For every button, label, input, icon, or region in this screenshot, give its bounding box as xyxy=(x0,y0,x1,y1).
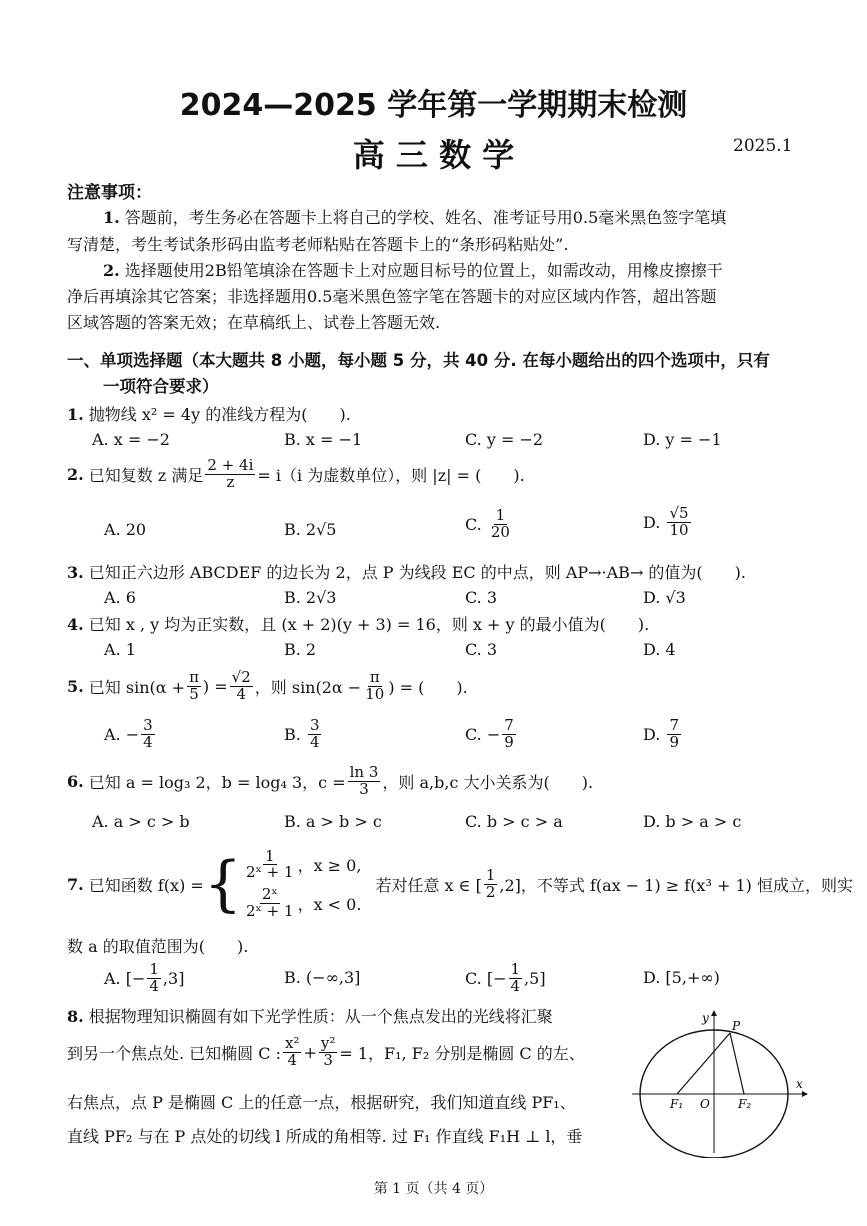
fraction-numerator: 7 xyxy=(669,716,679,734)
question-4 xyxy=(67,612,649,635)
q6-option-d[interactable]: D. b > a > c xyxy=(643,812,742,831)
fraction-denominator: 4 xyxy=(143,732,153,751)
q2-option-d[interactable] xyxy=(643,506,693,539)
note-1-number: 1. xyxy=(103,208,120,227)
fraction-numerator: 1 xyxy=(265,846,275,865)
question-2-fraction xyxy=(205,458,255,491)
question-3-stem: 已知正六边形 ABCDEF 的边长为 2，点 P 为线段 EC 的中点，则 AP→·AB→ 的值为( ). xyxy=(88,563,747,582)
fraction-numerator: 1 xyxy=(495,506,506,524)
fraction-numerator: √5 xyxy=(669,504,689,522)
option-label: A. [− xyxy=(104,968,146,988)
fraction-denominator: 4 xyxy=(510,976,521,995)
question-7-post-b: ,2]，不等式 f(ax − 1) ≥ f(x³ + 1) 恒成立，则实 xyxy=(499,875,853,895)
exam-title: 2024—2025 学年第一学期期末检测 xyxy=(179,88,688,123)
fraction-denominator: 2ˣ + 1 xyxy=(246,901,294,920)
label-y: y xyxy=(702,1011,709,1025)
note-2-line-1 xyxy=(103,258,723,281)
q4-option-a[interactable]: A. 1 xyxy=(104,640,136,659)
question-1-number: 1. xyxy=(67,405,84,424)
option-tail: ,5] xyxy=(524,968,546,988)
fraction-numerator: ln 3 xyxy=(349,763,379,781)
note-2-line-3: 区域答题的答案无效；在草稿纸上、试卷上答题无效. xyxy=(67,313,441,332)
question-3 xyxy=(67,560,746,583)
option-label: B. xyxy=(284,724,301,744)
question-8-line-4: 直线 PF₂ 与在 P 点处的切线 l 所成的角相等. 过 F₁ 作直线 F₁H ⊥ l，垂 xyxy=(67,1127,583,1146)
q3-option-a[interactable]: A. 6 xyxy=(104,588,136,607)
question-7 xyxy=(67,842,853,926)
piecewise-case-1 xyxy=(242,846,362,882)
q1-option-b[interactable]: B. x = −1 xyxy=(284,430,363,449)
case-condition: ，x < 0. xyxy=(297,894,362,914)
question-7-number: 7. xyxy=(67,874,84,894)
q5-option-d[interactable] xyxy=(643,718,683,751)
segment-pf1 xyxy=(677,1033,730,1094)
piecewise-brace: { xyxy=(203,849,242,919)
note-1-text: 答题前，考生务必在答题卡上将自己的学校、姓名、准考证号用0.5毫米黑色签字笔填 xyxy=(124,208,727,227)
q6-option-b[interactable]: B. a > b > c xyxy=(284,812,382,831)
q2-option-c[interactable] xyxy=(465,508,514,541)
question-6-pre: 已知 a = log₃ 2，b = log₄ 3，c = xyxy=(88,772,346,792)
fraction-denominator: 10 xyxy=(365,684,385,703)
fraction-numerator: 3 xyxy=(143,716,153,734)
fraction-denominator: 10 xyxy=(669,520,689,539)
question-5 xyxy=(67,670,468,703)
q7-option-b[interactable]: B. (−∞,3] xyxy=(284,968,361,987)
question-8-line-3: 右焦点，点 P 是椭圆 C 上的任意一点，根据研究，我们知道直线 PF₁、 xyxy=(67,1093,576,1112)
option-label: C. [− xyxy=(465,968,507,988)
exam-date: 2025.1 xyxy=(733,136,793,156)
question-5-mid1: ) = xyxy=(202,676,228,696)
q7-option-a[interactable] xyxy=(104,962,184,995)
segment-pf2 xyxy=(730,1033,744,1094)
fraction-numerator: 7 xyxy=(504,716,514,734)
question-2-stem-post: = i（i 为虚数单位），则 |z| = ( ). xyxy=(257,465,525,485)
note-2-text: 选择题使用2B铅笔填涂在答题卡上对应题目标号的位置上，如需改动，用橡皮擦擦干 xyxy=(124,261,723,280)
question-5-number: 5. xyxy=(67,676,84,696)
question-2-number: 2. xyxy=(67,464,84,484)
q6-option-a[interactable]: A. a > c > b xyxy=(92,812,190,831)
q2-option-a[interactable]: A. 20 xyxy=(104,520,147,539)
label-p: P xyxy=(732,1019,741,1033)
question-8-text: = 1，F₁, F₂ 分别是椭圆 C 的左、 xyxy=(339,1043,585,1063)
fraction-numerator: x² xyxy=(284,1034,300,1052)
note-1-line-2: 写清楚，考生考试条形码由监考老师粘贴在答题卡上的“条形码粘贴处”. xyxy=(67,235,569,254)
question-4-stem: 已知 x , y 均为正实数，且 (x + 2)(y + 3) = 16，则 x + y 的最小值为( ). xyxy=(88,615,650,634)
fraction-numerator: π xyxy=(369,668,380,686)
note-1-line-1 xyxy=(103,205,726,228)
question-8-text: 根据物理知识椭圆有如下光学性质：从一个焦点发出的光线将汇聚 xyxy=(88,1007,553,1026)
fraction-denominator: 4 xyxy=(149,976,159,995)
q7-option-d[interactable]: D. [5,+∞) xyxy=(643,968,720,987)
question-5-pre: 已知 sin(α + xyxy=(88,677,186,697)
fraction-numerator: 2ˣ xyxy=(261,885,278,903)
ellipse-figure xyxy=(630,1008,810,1158)
fraction-numerator: π xyxy=(189,668,199,686)
exam-subject: 高 三 数 学 xyxy=(352,136,515,174)
q4-option-b[interactable]: B. 2 xyxy=(284,640,317,659)
fraction-denominator: 4 xyxy=(309,732,320,751)
fraction-denominator: 5 xyxy=(189,684,199,703)
option-label: D. xyxy=(643,512,661,532)
fraction-denominator: 9 xyxy=(669,732,679,751)
y-axis-arrow xyxy=(711,1010,717,1016)
label-f1: F₁ xyxy=(670,1097,684,1111)
option-label: A. − xyxy=(104,724,140,744)
question-1-stem: 抛物线 x² = 4y 的准线方程为( ). xyxy=(88,405,351,424)
piecewise-case-2 xyxy=(242,887,361,920)
x-axis-arrow xyxy=(802,1091,808,1097)
q3-option-c[interactable]: C. 3 xyxy=(465,588,498,607)
option-label: D. xyxy=(643,724,661,744)
q1-option-c[interactable]: C. y = −2 xyxy=(465,430,544,449)
question-7-post-a: 若对任意 x ∈ [ xyxy=(375,875,482,895)
question-2 xyxy=(67,458,525,491)
question-7-line-2: 数 a 的取值范围为( ). xyxy=(67,937,249,956)
question-8-line-2 xyxy=(67,1036,585,1069)
q7-option-c[interactable] xyxy=(465,962,546,995)
fraction-denominator: 3 xyxy=(323,1050,333,1069)
q4-option-d[interactable]: D. 4 xyxy=(643,640,676,659)
notes-heading: 注意事项： xyxy=(67,183,152,203)
fraction-denominator: 4 xyxy=(236,684,246,703)
plus-sign: + xyxy=(303,1042,317,1062)
q3-option-b[interactable]: B. 2√3 xyxy=(284,588,337,607)
fraction-denominator: 2ˣ + 1 xyxy=(246,863,294,882)
question-5-post: ) = ( ). xyxy=(388,677,468,697)
piecewise-cases xyxy=(242,846,362,920)
option-label: C. xyxy=(465,514,482,534)
q1-option-d[interactable]: D. y = −1 xyxy=(643,430,722,449)
case-condition: ，x ≥ 0, xyxy=(297,856,362,876)
q2-option-b[interactable]: B. 2√5 xyxy=(284,520,337,539)
option-label: C. − xyxy=(465,724,501,744)
q5-option-a[interactable] xyxy=(104,718,157,751)
label-x: x xyxy=(796,1077,803,1091)
question-6 xyxy=(67,765,593,798)
fraction-denominator: 9 xyxy=(504,732,514,751)
fraction-numerator: 1 xyxy=(510,960,521,978)
note-2-number: 2. xyxy=(103,261,120,280)
q1-option-a[interactable]: A. x = −2 xyxy=(92,430,170,449)
question-7-pre: 已知函数 f(x) = xyxy=(88,875,204,895)
fraction-numerator: 3 xyxy=(309,716,320,734)
fraction-denominator: 20 xyxy=(490,522,510,541)
q5-option-c[interactable] xyxy=(465,718,518,751)
question-6-number: 6. xyxy=(67,771,84,791)
fraction-denominator: 2 xyxy=(485,882,496,901)
section-1-heading: 一、单项选择题（本大题共 8 小题，每小题 5 分，共 40 分. 在每小题给出的四个选项中，只有 xyxy=(67,351,770,370)
fraction-numerator: 1 xyxy=(485,865,496,884)
question-1 xyxy=(67,402,351,425)
fraction-denominator: 3 xyxy=(359,779,369,798)
label-o: O xyxy=(700,1097,710,1111)
fraction-denominator: 4 xyxy=(287,1050,297,1069)
question-8-text: 到另一个焦点处. 已知椭圆 C : xyxy=(67,1043,281,1063)
q6-option-c[interactable]: C. b > c > a xyxy=(465,812,563,831)
fraction-numerator: y² xyxy=(320,1034,336,1052)
question-4-number: 4. xyxy=(67,615,84,634)
fraction-numerator: 1 xyxy=(149,960,159,978)
fraction-numerator: 2 + 4i xyxy=(207,456,254,474)
fraction-numerator: √2 xyxy=(231,668,251,686)
question-8-number: 8. xyxy=(67,1007,84,1026)
question-5-mid2: ，则 sin(2α − xyxy=(254,677,362,697)
q3-option-d[interactable]: D. √3 xyxy=(643,588,686,607)
section-1-heading-cont: 一项符合要求） xyxy=(103,377,219,396)
question-8-line-1 xyxy=(67,1004,553,1027)
q5-option-b[interactable] xyxy=(284,718,323,751)
fraction-denominator: z xyxy=(226,472,235,491)
question-6-post: ，则 a,b,c 大小关系为( ). xyxy=(382,772,594,792)
question-3-number: 3. xyxy=(67,563,84,582)
label-f2: F₂ xyxy=(738,1097,752,1111)
question-2-stem-pre: 已知复数 z 满足 xyxy=(88,465,204,485)
page-footer: 第 1 页（共 4 页） xyxy=(373,1181,494,1197)
option-tail: ,3] xyxy=(162,968,185,988)
q4-option-c[interactable]: C. 3 xyxy=(465,640,498,659)
note-2-line-2: 净后再填涂其它答案；非选择题用0.5毫米黑色签字笔在答题卡的对应区域内作答，超出答题 xyxy=(67,287,717,306)
